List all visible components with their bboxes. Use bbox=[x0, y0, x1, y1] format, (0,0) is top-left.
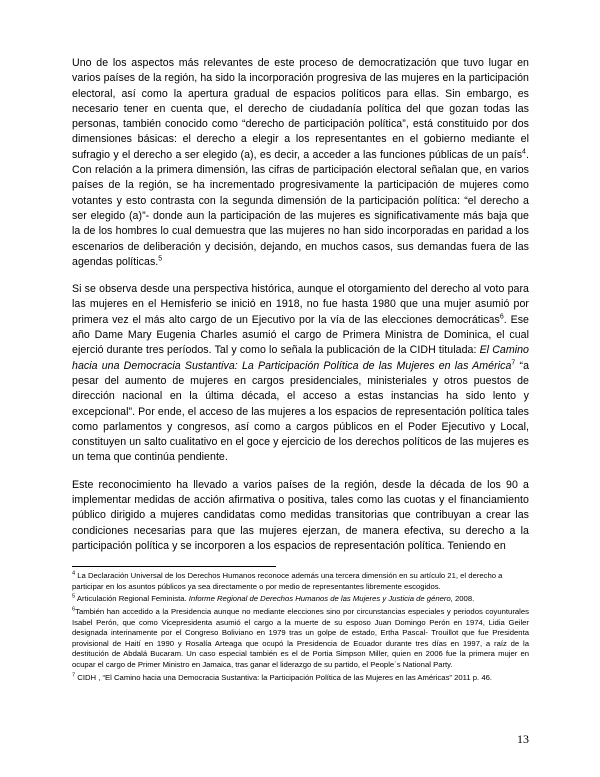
footnote-title: Informe Regional de Derechos Humanos de las Mujeres y Justicia de género, bbox=[188, 594, 453, 604]
footnote-6 bbox=[72, 607, 529, 671]
paragraph-2-text-c: “a pesar del aumento de mujeres en cargos presidenciales, ministeriales y otros puestos de dirección nacional en la última década, el acceso a estas instancias ha sido lento y excepcional”. Por ende, el acceso de las mujeres a los espacios de representación política tales como parlamentos y congresos, así como a cargos públicos en el Poder Ejecutivo y Local, constituyen un salto cualitativo en el goce y ejercicio de los derechos políticos de las mujeres es un tema que continúa pendiente. bbox=[72, 359, 530, 464]
footnote-text: También han accedido a la Presidencia aunque no mediante elecciones sino por circunstancias especiales y periodos coyunturales Isabel Perón, que como Vicepresidenta asumió el cargo a la muerte de su esposo Juan Domingo Perón en 1974, Lidia Geiler designada interinamente por el Congreso Boliviano en 1979 tras un golpe de estado, Ertha Pascal- Trouillot que fue Presidenta provisional de Haití en 1990 y Rosalía Arteaga que ocupó la Presidencia de Ecuador durante tres días en 1997, a raíz de la destitución de Abdalá Bucaram. Un caso especial también es el de Portia Simpson Miller, quien en 2006 fue la primera mujer en ocupar el cargo de Primer Ministro en Jamaica, tras ganar el liderazgo de su partido, el People´s National Party. bbox=[72, 606, 529, 669]
footnote-text: La Declaración Universal de los Derechos Humanos reconoce además una tercera dimensión en su artículo 21, el derecho a participar en los asuntos públicos ya sea directamente o por medio de representantes libremente escogidos. bbox=[72, 571, 503, 591]
paragraph-2 bbox=[72, 282, 529, 466]
footnote-number: 5 bbox=[72, 593, 76, 600]
footnote-number: 4 bbox=[72, 570, 76, 577]
footnote-4 bbox=[72, 571, 529, 592]
footnote-7 bbox=[72, 673, 529, 684]
footnotes bbox=[72, 571, 529, 683]
footnote-text: Articulación Regional Feminista. bbox=[75, 594, 189, 604]
paragraph-1 bbox=[72, 56, 529, 270]
publication-title: El Camino hacia una Democracia Sustantiva: La Participación Política de las Mujeres en las América bbox=[72, 344, 529, 372]
footnote-ref-7[interactable]: 7 bbox=[511, 359, 516, 367]
page-number: 13 bbox=[517, 732, 529, 746]
paragraph-2-text-a: Si se observa desde una perspectiva histórica, aunque el otorgamiento del derecho al voto para las mujeres en el Hemisferio se inició en 1918, no fue hasta 1980 que una mujer asumió por primera vez el más alto cargo de un Ejecutivo por la vía de las elecciones democráticas bbox=[72, 283, 529, 326]
paragraph-1-text-cont: . Con relación a la primera dimensión, las cifras de participación electoral señalan que, en varios países de la región, se ha incrementado progresivamente la participación de mujeres como votantes y esto contrasta con la segunda dimensión de la participación política: “el derecho a ser elegido (a)”- donde aun la participación de las mujeres es significativamente más baja que la de los hombres lo cual demuestra que las mujeres no han sido incorporadas en paridad a los escenarios de deliberación y decisión, dejando, en muchos casos, sus demandas fuera de las agendas políticas. bbox=[72, 148, 529, 268]
footnote-5 bbox=[72, 594, 529, 605]
paragraph-3-text: Este reconocimiento ha llevado a varios países de la región, desde la década de los 90 a implementar medidas de acción afirmativa o positiva, tales como las cuotas y el financiamiento público dirigido a mujeres candidatas como medidas transitorias que contribuyan a crear las condiciones necesarias para que las mujeres ejerzan, de manera efectiva, su derecho a la participación política y se incorporen a los espacios de representación política. Teniendo en bbox=[72, 478, 529, 552]
footnote-number: 6 bbox=[72, 606, 76, 613]
paragraph-2-text-b: . Ese año Dame Mary Eugenia Charles asumió el cargo de Primera Ministra de Dominica, el cual ejerció durante tres períodos. Tal y como lo señala la publicación de la CIDH titulada: bbox=[72, 313, 529, 357]
footnote-text: 2008. bbox=[452, 594, 475, 604]
footnote-text: CIDH , “El Camino hacia una Democracia Sustantiva: la Participación Política de las Mujeres en las Américas” 2011 p. 46. bbox=[75, 672, 493, 682]
footnote-number: 7 bbox=[72, 671, 76, 678]
footnote-ref-4[interactable]: 4 bbox=[522, 148, 526, 156]
footnote-ref-5[interactable]: 5 bbox=[158, 255, 163, 263]
footnote-separator bbox=[72, 566, 276, 567]
paragraph-3 bbox=[72, 478, 529, 554]
paragraph-1-text: Uno de los aspectos más relevantes de este proceso de democratización que tuvo lugar en varios países de la región, ha sido la incorporación progresiva de las mujeres en la participación electoral, así como la apertura gradual de espacios políticos para ellas. Sin embargo, es necesario tener en cuenta que, el derecho de ciudadanía política del que gozan todas las personas, también conocido como “derecho de participación política”, está constituido por dos dimensiones básicas: el derecho a elegir a los representantes en el gobierno mediante el sufragio y el derecho a ser elegido (a), es decir, a acceder a las funciones públicas de un país bbox=[72, 57, 529, 161]
footnote-ref-6[interactable]: 6 bbox=[499, 313, 504, 321]
page-content bbox=[72, 56, 529, 685]
